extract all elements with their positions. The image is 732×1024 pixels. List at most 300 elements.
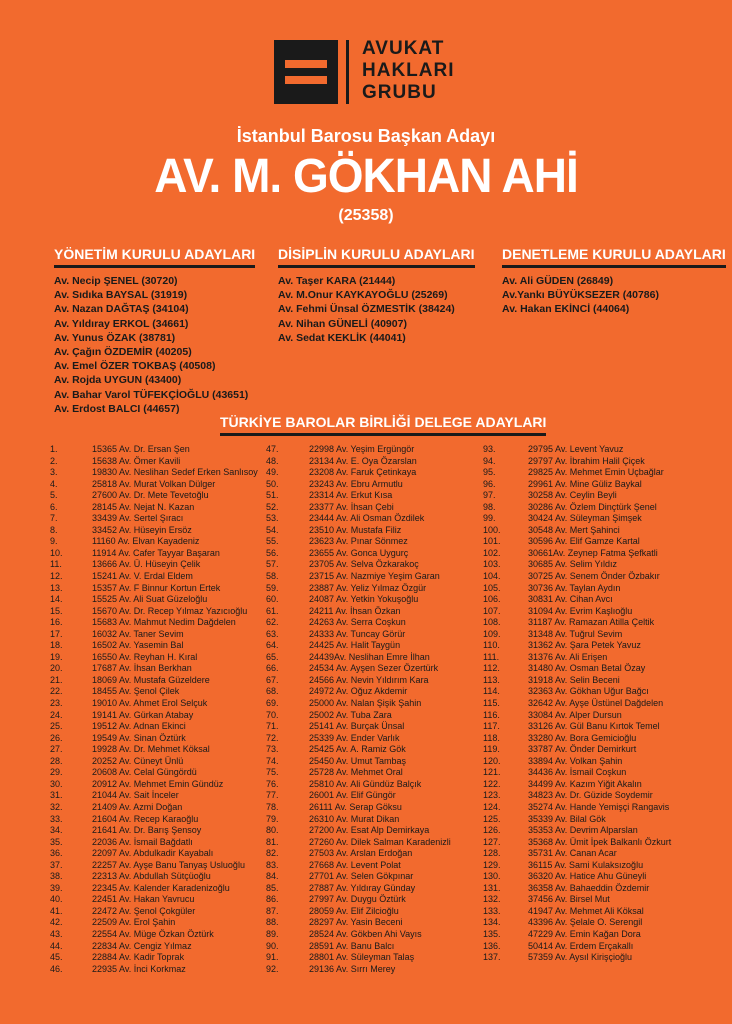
delegate-entry: 30286 Av. Özlem Dinçtürk Şenel [528, 501, 657, 512]
delegate-number: 2. [50, 455, 58, 466]
board-title: DENETLEME KURULU ADAYLARI [502, 246, 726, 268]
delegate-entry: 22345 Av. Kalender Karadenizoğlu [92, 882, 230, 893]
delegate-entry: 33894 Av. Volkan Şahin [528, 755, 623, 766]
board-member: Av. Nihan GÜNELİ (40907) [278, 317, 407, 330]
board-member: Av. Fehmi Ünsal ÖZMESTİK (38424) [278, 303, 455, 316]
delegate-number: 95. [483, 467, 496, 478]
logo-text [362, 38, 455, 104]
delegate-number: 105. [483, 582, 501, 593]
board-member: Av. Bahar Varol TÜFEKÇİOĞLU (43651) [54, 388, 249, 401]
delegate-entry: 47229 Av. Emin Kağan Dora [528, 928, 641, 939]
delegate-entry: 18455 Av. Şenol Çilek [92, 686, 180, 697]
delegate-entry: 25339 Av. Ender Varlık [309, 732, 400, 743]
delegate-entry: 33280 Av. Bora Gemicioğlu [528, 732, 637, 743]
delegate-number: 67. [266, 674, 279, 685]
delegate-number: 70. [266, 709, 279, 720]
delegate-entry: 15670 Av. Dr. Recep Yılmaz Yazıcıoğlu [92, 605, 248, 616]
delegate-number: 114. [483, 686, 500, 697]
delegate-entry: 31348 Av. Tuğrul Sevim [528, 628, 623, 639]
delegate-entry: 23243 Av. Ebru Armutlu [309, 478, 403, 489]
delegate-entry: 24566 Av. Nevin Yıldırım Kara [309, 674, 429, 685]
delegate-number: 80. [266, 825, 279, 836]
delegate-entry: 31376 Av. Ali Erişen [528, 651, 608, 662]
board-member: Av. M.Onur KAYKAYOĞLU (25269) [278, 289, 448, 302]
delegate-entry: 26111 Av. Serap Göksu [309, 801, 402, 812]
delegate-number: 46. [50, 963, 63, 974]
delegate-number: 16. [50, 617, 63, 628]
delegate-entry: 23444 Av. Ali Osman Özdilek [309, 513, 425, 524]
board-member: Av. Ali GÜDEN (26849) [502, 275, 614, 287]
board-member: Av. Rojda UYGUN (43400) [54, 374, 182, 387]
delegate-number: 92. [266, 963, 279, 974]
delegate-number: 69. [266, 698, 279, 709]
delegate-entry: 11914 Av. Cafer Tayyar Başaran [92, 547, 220, 558]
delegate-entry: 19549 Av. Sinan Öztürk [92, 732, 186, 743]
delegate-number: 100. [483, 524, 501, 535]
delegate-entry: 25728 Av. Mehmet Oral [309, 767, 403, 778]
board-member: Av. Yıldıray ERKOL (34661) [54, 317, 189, 330]
delegate-entry: 33787 Av. Önder Demirkurt [528, 744, 637, 755]
delegate-number: 59. [266, 582, 279, 593]
delegate-entry: 13666 Av. Ü. Hüseyin Çelik [92, 559, 201, 570]
candidate-name: AV. M. GÖKHAN AHİ [154, 147, 578, 203]
delegate-entry: 22451 Av. Hakan Yavrucu [92, 894, 195, 905]
board-denetleme [502, 246, 726, 317]
delegate-number: 118. [483, 732, 500, 743]
delegate-entry: 28145 Av. Nejat N. Kazan [92, 501, 195, 512]
delegate-number: 74. [266, 755, 279, 766]
delegate-entry: 27200 Av. Esat Alp Demirkaya [309, 825, 430, 836]
delegate-entry: 15525 Av. Ali Suat Güzeloğlu [92, 594, 208, 605]
delegate-entry: 15241 Av. V. Erdal Eldem [92, 571, 193, 582]
delegate-entry: 23715 Av. Nazmiye Yeşim Garan [309, 571, 440, 582]
logo-divider [346, 40, 349, 104]
delegate-entry: 19830 Av. Neslihan Sedef Erken Sanlısoy [92, 467, 258, 478]
delegate-entry: 34436 Av. İsmail Coşkun [528, 767, 627, 778]
delegate-number: 20. [50, 663, 63, 674]
delegate-number: 51. [266, 490, 279, 501]
delegate-number: 106. [483, 594, 501, 605]
delegate-entry: 27668 Av. Levent Polat [309, 859, 401, 870]
delegate-entry: 27600 Av. Dr. Mete Tevetoğlu [92, 490, 209, 501]
delegate-entry: 35274 Av. Hande Yemişçi Rangavis [528, 801, 670, 812]
delegate-entry: 27260 Av. Dilek Salman Karadenizli [309, 836, 451, 847]
delegate-number: 49. [266, 467, 279, 478]
delegates-title: TÜRKİYE BAROLAR BİRLİĞİ DELEGE ADAYLARI [220, 414, 546, 436]
delegate-entry: 20252 Av. Cüneyt Ünlü [92, 755, 184, 766]
delegate-entry: 22313 Av. Abdullah Sütçüoğlu [92, 871, 211, 882]
delegate-number: 12. [50, 571, 63, 582]
delegate-number: 115. [483, 698, 500, 709]
board-member: Av. Emel ÖZER TOKBAŞ (40508) [54, 360, 216, 373]
delegate-number: 17. [50, 628, 63, 639]
delegate-number: 53. [266, 513, 279, 524]
delegate-number: 40. [50, 894, 63, 905]
delegate-entry: 24263 Av. Serra Coşkun [309, 617, 406, 628]
delegate-entry: 41947 Av. Mehmet Ali Köksal [528, 905, 644, 916]
delegate-entry: 30736 Av. Taylan Aydın [528, 582, 621, 593]
delegate-entry: 29795 Av. Levent Yavuz [528, 444, 624, 454]
delegate-entry: 25818 Av. Murat Volkan Dülger [92, 478, 216, 489]
delegate-number: 112. [483, 663, 500, 674]
delegate-number: 8. [50, 524, 58, 535]
delegate-entry: 36320 Av. Hatice Ahu Güneyli [528, 871, 647, 882]
delegate-number: 102. [483, 547, 501, 558]
delegate-entry: 24087 Av. Yetkin Yokuşoğlu [309, 594, 419, 605]
delegate-number: 19. [50, 651, 63, 662]
delegate-number: 73. [266, 744, 279, 755]
delegate-number: 48. [266, 455, 279, 466]
delegate-number: 3. [50, 467, 58, 478]
delegate-number: 110. [483, 640, 500, 651]
delegate-number: 130. [483, 871, 501, 882]
delegate-entry: 31918 Av. Selin Beceni [528, 674, 620, 685]
delegate-entry: 21641 Av. Dr. Barış Şensoy [92, 825, 202, 836]
delegate-number: 9. [50, 536, 58, 547]
delegate-number: 10. [50, 547, 63, 558]
delegate-entry: 34823 Av. Dr. Güzide Soydemir [528, 790, 653, 801]
delegate-number: 133. [483, 905, 501, 916]
delegate-entry: 25141 Av. Burçak Ünsal [309, 721, 405, 732]
delegate-entry: 30661Av. Zeynep Fatma Şefkatli [528, 547, 658, 558]
delegate-entry: 50414 Av. Erdem Erçakallı [528, 940, 634, 951]
delegate-entry: 24211 Av. İhsan Özkan [309, 605, 401, 616]
delegate-entry: 23314 Av. Erkut Kısa [309, 490, 393, 501]
delegate-entry: 22472 Av. Şenol Çokgüler [92, 905, 196, 916]
delegate-number: 78. [266, 801, 279, 812]
delegate-entry: 20608 Av. Celal Güngördü [92, 767, 197, 778]
delegate-number: 42. [50, 917, 63, 928]
delegate-number: 97. [483, 490, 496, 501]
delegate-number: 75. [266, 767, 279, 778]
delegate-number: 28. [50, 755, 63, 766]
delegate-entry: 26001 Av. Elif Güngör [309, 790, 396, 801]
delegate-number: 124. [483, 801, 501, 812]
board-member: Av. Hakan EKİNCİ (44064) [502, 303, 630, 316]
delegate-number: 137. [483, 952, 501, 963]
board-disiplin [278, 246, 475, 345]
delegate-number: 25. [50, 721, 63, 732]
delegate-number: 91. [266, 952, 279, 963]
delegate-entry: 33084 Av. Alper Dursun [528, 709, 622, 720]
delegate-number: 41. [50, 905, 63, 916]
delegate-number: 22. [50, 686, 63, 697]
delegate-number: 44. [50, 940, 63, 951]
delegate-entry: 11160 Av. Elvan Kayadeniz [92, 536, 200, 547]
delegate-number: 104. [483, 571, 501, 582]
delegate-number: 108. [483, 617, 501, 628]
delegate-entry: 19010 Av. Ahmet Erol Selçuk [92, 698, 208, 709]
delegate-number: 54. [266, 524, 279, 535]
delegate-number: 65. [266, 651, 279, 662]
delegate-entry: 22257 Av. Ayşe Banu Tanyaş Usluoğlu [92, 859, 245, 870]
delegate-number: 15. [50, 605, 63, 616]
delegate-number: 87. [266, 905, 279, 916]
delegate-number: 109. [483, 628, 501, 639]
delegate-entry: 28059 Av. Elif Zilcioğlu [309, 905, 399, 916]
delegate-entry: 15365 Av. Dr. Ersan Şen [92, 444, 190, 454]
delegate-entry: 27997 Av. Duygu Öztürk [309, 894, 406, 905]
subtitle: İstanbul Barosu Başkan Adayı [236, 126, 496, 146]
delegate-number: 121. [483, 767, 501, 778]
delegate-number: 131. [483, 882, 501, 893]
delegate-number: 123. [483, 790, 501, 801]
delegate-number: 18. [50, 640, 63, 651]
delegate-entry: 22554 Av. Müge Özkan Öztürk [92, 928, 214, 939]
delegate-number: 134. [483, 917, 501, 928]
delegate-entry: 30258 Av. Ceylin Beyli [528, 490, 617, 501]
delegate-entry: 29136 Av. Sırrı Merey [309, 963, 396, 974]
delegate-entry: 30831 Av. Cihan Avcı [528, 594, 613, 605]
delegate-number: 45. [50, 952, 63, 963]
delegate-entry: 28801 Av. Süleyman Talaş [309, 952, 415, 963]
delegate-entry: 26310 Av. Murat Dikan [309, 813, 400, 824]
delegate-entry: 43396 Av. Şelale O. Serengil [528, 917, 643, 928]
delegate-number: 117. [483, 721, 500, 732]
delegate-number: 122. [483, 778, 501, 789]
delegate-entry: 30596 Av. Elif Gamze Kartal [528, 536, 640, 547]
delegate-entry: 29961 Av. Mine Güliz Baykal [528, 478, 642, 489]
delegate-number: 6. [50, 501, 58, 512]
delegate-number: 24. [50, 709, 63, 720]
delegate-number: 86. [266, 894, 279, 905]
delegate-number: 99. [483, 513, 496, 524]
logo-line-2: HAKLARI [362, 60, 455, 81]
delegate-number: 82. [266, 848, 279, 859]
delegate-number: 98. [483, 501, 496, 512]
board-member: Av. Yunus ÖZAK (38781) [54, 331, 176, 344]
delegate-entry: 37456 Av. Birsel Mut [528, 894, 610, 905]
board-title: YÖNETİM KURULU ADAYLARI [54, 246, 255, 268]
delegate-number: 79. [266, 813, 279, 824]
delegate-number: 93. [483, 444, 496, 454]
board-member: Av. Taşer KARA (21444) [278, 275, 396, 287]
delegate-number: 63. [266, 628, 279, 639]
delegate-number: 84. [266, 871, 279, 882]
delegate-entry: 31362 Av. Şara Petek Yavuz [528, 640, 641, 651]
delegate-number: 127. [483, 836, 501, 847]
delegate-number: 1. [50, 444, 58, 454]
board-member: Av. Nazan DAĞTAŞ (34104) [54, 303, 189, 316]
delegate-number: 90. [266, 940, 279, 951]
delegate-number: 21. [50, 674, 63, 685]
delegate-entry: 15683 Av. Mahmut Nedim Dağdelen [92, 617, 236, 628]
delegate-entry: 33439 Av. Sertel Şıracı [92, 513, 184, 524]
board-member: Av. Çağın ÖZDEMİR (40205) [54, 346, 192, 359]
delegate-number: 33. [50, 813, 63, 824]
delegate-entry: 35731 Av. Canan Acar [528, 848, 617, 859]
delegate-number: 34. [50, 825, 63, 836]
delegate-number: 83. [266, 859, 279, 870]
delegate-entry: 30548 Av. Mert Şahinci [528, 524, 620, 535]
delegate-entry: 22884 Av. Kadir Toprak [92, 952, 185, 963]
delegate-number: 129. [483, 859, 501, 870]
delegate-number: 23. [50, 698, 63, 709]
delegate-entry: 17687 Av. İhsan Berkhan [92, 663, 192, 674]
delegate-number: 72. [266, 732, 279, 743]
delegate-entry: 16502 Av. Yasemin Bal [92, 640, 184, 651]
delegate-number: 35. [50, 836, 63, 847]
delegate-entry: 31094 Av. Evrim Kaşlıoğlu [528, 605, 633, 616]
delegate-number: 30. [50, 778, 63, 789]
delegate-number: 103. [483, 559, 501, 570]
delegate-entry: 33126 Av. Gül Banu Kırtok Temel [528, 721, 660, 732]
delegate-entry: 35339 Av. Bilal Gök [528, 813, 606, 824]
delegate-number: 47. [266, 444, 279, 454]
delegate-entry: 32363 Av. Gökhan Uğur Bağcı [528, 686, 649, 697]
delegate-number: 58. [266, 571, 279, 582]
delegate-entry: 21409 Av. Azmi Doğan [92, 801, 183, 812]
delegate-entry: 25425 Av. A. Ramiz Gök [309, 744, 406, 755]
delegate-number: 113. [483, 674, 500, 685]
delegate-number: 39. [50, 882, 63, 893]
delegate-entry: 18069 Av. Mustafa Güzeldere [92, 674, 210, 685]
delegate-entry: 23208 Av. Faruk Çetinkaya [309, 467, 417, 478]
delegate-entry: 22834 Av. Cengiz Yılmaz [92, 940, 192, 951]
delegate-entry: 24439Av. Neslihan Emre İlhan [309, 651, 430, 662]
delegate-entry: 25810 Av. Ali Gündüz Balçık [309, 778, 422, 789]
delegate-entry: 15638 Av. Ömer Kavili [92, 455, 181, 466]
delegate-entry: 20912 Av. Mehmet Emin Gündüz [92, 778, 224, 789]
delegate-entry: 28524 Av. Gökben Ahi Vayıs [309, 928, 422, 939]
delegate-number: 27. [50, 744, 63, 755]
delegate-number: 68. [266, 686, 279, 697]
delegate-entry: 24333 Av. Tuncay Görür [309, 628, 406, 639]
delegate-number: 77. [266, 790, 279, 801]
delegate-number: 55. [266, 536, 279, 547]
delegate-entry: 16550 Av. Reyhan H. Kıral [92, 651, 198, 662]
board-member: Av. Erdost BALCI (44657) [54, 402, 180, 415]
delegate-number: 111. [483, 651, 500, 662]
board-title: DİSİPLİN KURULU ADAYLARI [278, 246, 475, 268]
delegate-entry: 15357 Av. F Binnur Kortun Ertek [92, 582, 221, 593]
logo-line-3: GRUBU [362, 82, 437, 103]
delegate-entry: 25000 Av. Nalan Şişik Şahin [309, 698, 422, 709]
board-member-list [278, 274, 475, 345]
delegate-number: 128. [483, 848, 501, 859]
logo-line-1: AVUKAT [362, 38, 445, 59]
logo-mark [274, 40, 338, 104]
delegate-number: 64. [266, 640, 279, 651]
delegate-number: 5. [50, 490, 58, 501]
delegate-entry: 23623 Av. Pınar Sönmez [309, 536, 408, 547]
delegate-number: 61. [266, 605, 279, 616]
delegate-number: 66. [266, 663, 279, 674]
delegate-entry: 24534 Av. Ayşen Sezer Özertürk [309, 663, 439, 674]
delegate-number: 62. [266, 617, 279, 628]
board-member: Av. Sıdıka BAYSAL (31919) [54, 289, 188, 302]
delegate-number: 36. [50, 848, 63, 859]
delegate-number: 32. [50, 801, 63, 812]
delegate-entry: 29797 Av. İbrahim Halil Çiçek [528, 455, 645, 466]
delegate-number: 96. [483, 478, 496, 489]
delegate-entry: 22935 Av. İnci Korkmaz [92, 963, 186, 974]
delegate-entry: 24972 Av. Oğuz Akdemir [309, 686, 408, 697]
delegate-entry: 23510 Av. Mustafa Filiz [309, 524, 402, 535]
delegate-number: 136. [483, 940, 501, 951]
delegate-entry: 33452 Av. Hüseyin Ersöz [92, 524, 192, 535]
board-member-list [502, 274, 726, 317]
delegate-entry: 19512 Av. Adnan Ekinci [92, 721, 186, 732]
board-member: Av. Necip ŞENEL (30720) [54, 275, 178, 287]
delegate-number: 94. [483, 455, 496, 466]
delegate-number: 43. [50, 928, 63, 939]
delegate-entry: 19928 Av. Dr. Mehmet Köksal [92, 744, 210, 755]
delegate-number: 101. [483, 536, 501, 547]
delegate-number: 56. [266, 547, 279, 558]
delegate-number: 89. [266, 928, 279, 939]
delegate-number: 120. [483, 755, 501, 766]
delegate-entry: 36115 Av. Sami Kulaksızoğlu [528, 859, 644, 870]
delegate-entry: 23655 Av. Gonca Uygurç [309, 547, 409, 558]
delegate-entry: 29825 Av. Mehmet Emin Uçbağlar [528, 467, 664, 478]
delegate-entry: 28297 Av. Yasin Beceni [309, 917, 403, 928]
delegate-number: 126. [483, 825, 501, 836]
delegate-entry: 27701 Av. Selen Gökpınar [309, 871, 414, 882]
delegate-entry: 22509 Av. Erol Şahin [92, 917, 176, 928]
delegate-number: 119. [483, 744, 500, 755]
board-member: Av.Yankı BÜYÜKSEZER (40786) [502, 289, 659, 302]
board-yonetim [54, 246, 255, 416]
logo-bar-top [285, 60, 327, 68]
delegate-entry: 35368 Av. Ümit İpek Balkanlı Özkurt [528, 836, 672, 847]
delegate-entry: 27503 Av. Arslan Erdoğan [309, 848, 413, 859]
delegate-entry: 23134 Av. E. Oya Özarslan [309, 455, 417, 466]
delegate-number: 26. [50, 732, 63, 743]
delegate-number: 52. [266, 501, 279, 512]
delegate-number: 7. [50, 513, 58, 524]
delegate-entry: 32642 Av. Ayşe Üstünel Dağdelen [528, 698, 664, 709]
delegate-entry: 28591 Av. Banu Balcı [309, 940, 395, 951]
delegate-number: 13. [50, 582, 63, 593]
delegate-entry: 30424 Av. Süleyman Şimşek [528, 513, 642, 524]
delegate-entry: 22998 Av. Yeşim Ergüngör [309, 444, 415, 454]
delegate-entry: 23377 Av. İhsan Çebi [309, 501, 394, 512]
delegate-number: 135. [483, 928, 501, 939]
delegate-number: 116. [483, 709, 500, 720]
board-member: Av. Sedat KEKLİK (44041) [278, 331, 406, 344]
delegate-number: 107. [483, 605, 501, 616]
board-member-list [54, 274, 255, 416]
delegate-entry: 34499 Av. Kazım Yiğit Akalın [528, 778, 642, 789]
delegate-entry: 23887 Av. Yeliz Yılmaz Özgür [309, 582, 427, 593]
delegate-entry: 30685 Av. Selim Yıldız [528, 559, 618, 570]
delegate-number: 60. [266, 594, 279, 605]
delegate-number: 11. [50, 559, 62, 570]
delegate-number: 71. [266, 721, 279, 732]
delegate-number: 38. [50, 871, 63, 882]
delegate-number: 125. [483, 813, 501, 824]
delegate-entry: 24425 Av. Halit Taygün [309, 640, 401, 651]
delegate-number: 81. [266, 836, 279, 847]
delegate-number: 50. [266, 478, 279, 489]
delegate-entry: 25002 Av. Tuba Zara [309, 709, 392, 720]
delegate-entry: 36358 Av. Bahaeddin Özdemir [528, 882, 650, 893]
delegate-entry: 31187 Av. Ramazan Atilla Çeltik [528, 617, 655, 628]
delegate-entry: 35353 Av. Devrim Alparslan [528, 825, 638, 836]
delegate-number: 57. [266, 559, 279, 570]
delegate-entry: 30725 Av. Senem Önder Özbakır [528, 571, 660, 582]
delegate-number: 4. [50, 478, 58, 489]
delegate-entry: 16032 Av. Taner Sevim [92, 628, 184, 639]
delegate-entry: 22036 Av. İsmail Bağdatlı [92, 836, 193, 847]
delegate-entry: 21044 Av. Sait İnceler [92, 790, 179, 801]
delegate-number: 85. [266, 882, 279, 893]
delegate-entry: 21604 Av. Recep Karaoğlu [92, 813, 199, 824]
delegate-entry: 22097 Av. Abdulkadir Kayabalı [92, 848, 214, 859]
delegate-number: 132. [483, 894, 501, 905]
delegate-number: 88. [266, 917, 279, 928]
